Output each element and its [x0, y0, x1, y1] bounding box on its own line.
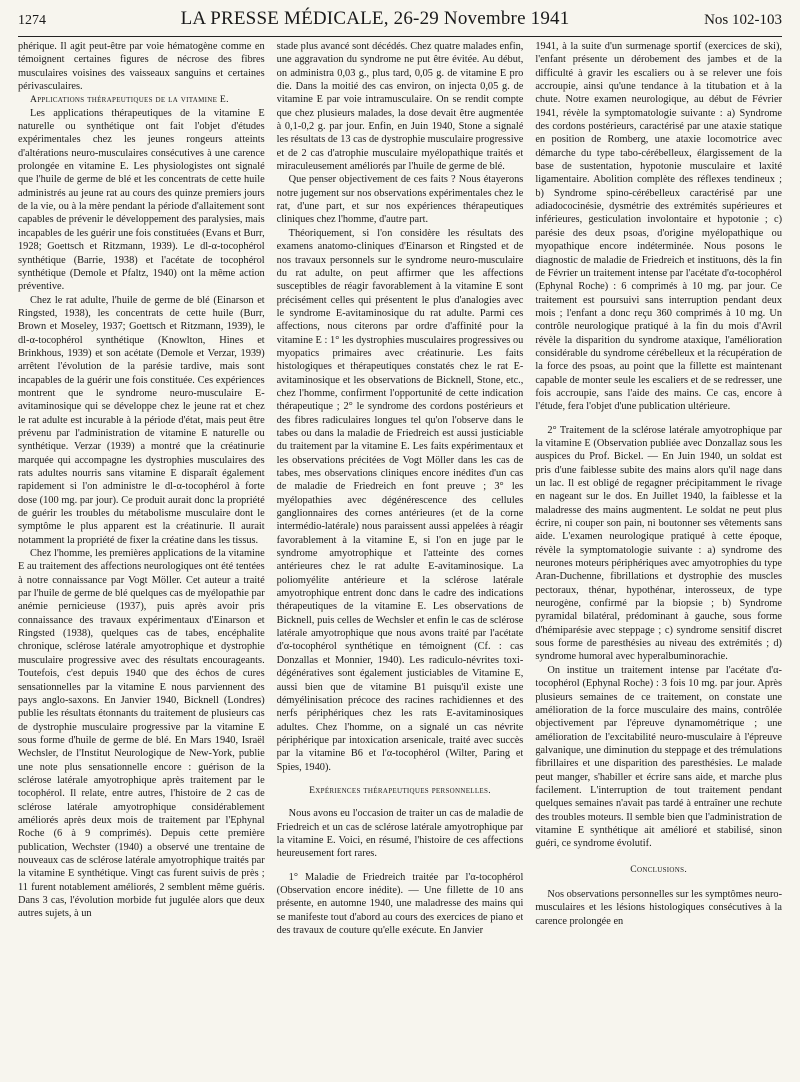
paragraph: Que penser objectivement de ces faits ? Nous étayerons notre jugement sur nos observations expérimentales chez le rat, d'une part, et sur nos expériences thérapeutiques cliniques chez l'homme, d'autre part.	[276, 174, 524, 226]
paragraph: phérique. Il agit peut-être par voie hématogène comme en témoignent certaines figures de nécrose des fibres musculaires voisines des vaisseaux sanguins et certaines périvasculaires.	[18, 41, 265, 93]
journal-name: LA PRESSE MÉDICALE,	[180, 8, 389, 29]
section-heading: Conclusions.	[630, 863, 688, 875]
paragraph: stade plus avancé sont décédés. Chez quatre malades enfin, une aggravation du syndrome ne put être évitée. Au début, on administra 0,03 g., plus tard, 0,05 g. de vitamine E pro die. Dans la moitié des cas environ, on injecta 0,05 g. de vitamine E par voie intramusculaire. On se rendit compte que chez plusieurs malades, la dose devait être augmentée à 0,1-0,2 g. par jour. Enfin, en Juin 1940, Stone a signalé les résultats de 13 cas de dystrophie musculaire progressive et de 2 cas d'atrophie musculaire myélopathique traités et miraculeusement améliorés par l'huile de germe de blé.	[276, 41, 524, 173]
paragraph: Chez l'homme, les premières applications de la vitamine E au traitement des affections neurologiques ont été tentées à notre connaissance par Vogt Möller. Cet auteur a traité par l'huile de germe de blé quelques cas de myélopathie par anémie pernicieuse (1937), puis après avoir pris connaissance des travaux expérimentaux d'Einarson et Ringsted (1938), quelques cas de tabes, encéphalite chronique, sclérose latérale amyotrophique et dystrophie musculaire progressive avec des résultats encourageants. Toutefois, c'est depuis 1940 que des échos de cures sensationnelles par la vitamine E nous parviennent des pays anglo-saxons. En Janvier 1940, Bicknell (Londres) publie les résultats étonnants du traitement de plusieurs cas de dystrophie musculaire progressive par la vitamine E sous forme d'huile de germe de blé. En Mars 1940, Israël Wechsler, de l'Institut Neurologique de New-York, publie une note plus sensationnelle encore : guérison de la sclérose latérale amyotrophique après traitement par le tocophérol. Il relate, entre autres, l'histoire de 2 cas de sclérose latérale amyotrophique considérablement améliorés après deux mois de traitement par l'Ephynal Roche (6 à 9 comprimés). Depuis cette première publication, Wechster (1940) a observé une trentaine de nouveaux cas de sclérose latérale amyotrophique traités par la vitamine E synthétique. Vingt cas furent suivis de près ; 11 furent notablement améliorés, 2 semblent même guéris. Dans 3 cas, l'évolution morbide fut jugulée alors que deux autres sujets, à un	[18, 548, 265, 920]
paragraph: 1° Maladie de Friedreich traitée par l'α-tocophérol (Observation encore inédite). — Une fillette de 10 ans présente, en automne 1940, une maladresse des mains qui se manifeste tout d'abord au cours des exercices de piano et des travaux de couture qu'elle exécute. En Janvier	[276, 871, 524, 936]
paragraph: Nos observations personnelles sur les symptômes neuro-musculaires et les lésions histologiques consécutives à la carence prolongée en	[535, 888, 783, 927]
paragraph: Théoriquement, si l'on considère les résultats des examens anatomo-cliniques d'Einarson et Ringsted et de nos travaux personnels sur le syndrome neuro-musculaire du rat adulte, on peut affirmer que les affections susceptibles de réagir favorablement à la vitamine E sont précisément celles qui présentent le plus d'analogies avec le syndrome E-avitaminosique du rat adulte. Parmi ces affections, nous citerons par ordre d'affinité pour la vitamine E : 1° les dystrophies musculaires progressives ou myopatics primaires avec créatinurie. Les faits histologiques et thérapeutiques constatés chez le rat E-avitaminosique et les observations de Bicknell, Stone, etc., chez l'homme, confirment l'opportunité de cette indication thérapeutique ; 2° le syndrome des cordons postérieurs et des fibres radiculaires longues tel qu'on l'observe dans le tabes ou dans la maladie de Friedreich est aussi justiciable du traitement par la vitamine E. Les faits expérimentaux et les observations précitées de Vogt Möller dans les cas de tabes, mes observations cliniques encore inédites d'un cas de maladie de Friedreich en font preuve ; 3° les myélopathies avec dégénérescence des cellules ganglionnaires des cornes antérieures (et de la corne intermédio-latérale) nous paraissent aussi appelées à réagir favorablement à la vitamine E, si l'on en juge par le syndrome amyotrophique et l'atteinte des cornes antérieures chez le rat adulte E-avitaminosique. La poliomyélite antérieure et la sclérose latérale amyotrophique entrent donc dans le cadre des indications thérapeutiques de la vitamine E. Les observations de Bicknell, puis celles de Wechsler et enfin le cas de sclérose latérale amyotrophique que nous avons traité par l'acétate d'α-tocophérol synthétique en témoignent (Cf. : cas Donzallas et Monnier, 1940). Les radiculo-névrites toxi-dégénératives sont également justiciables de Vitamine E, aussi bien que de vitamine B1 puisqu'il existe une démyélinisation précoce des racines rachidiennes et des nerfs périphériques chez les rats E-avitaminosiques adultes. Chez l'homme, on a signalé un cas névrite périphérique par intoxication arsenicale, traité avec succès par la vitamine B6 et l'α-tocophérol (Wilter, Paring et Spies, 1940).	[276, 227, 524, 773]
paragraph: Les applications thérapeutiques de la vitamine E naturelle ou synthétique ont fait l'objet d'études expérimentales chez les jeunes rongeurs atteints d'altérations neuro-musculaires consécutives à une carence prolongée en vitamine E. Les physiologistes ont signalé que l'huile de germe de blé et les concentrats de cette huile administrés au jeune rat au cours des quinze premiers jours de la vie, ou à la mère pendant la période d'allaitement sont capables de prévenir le développement des paralysies, mais incapables de les guérir une fois constituées (Evans et Burr, 1928; Goettsch et Ritzmann, 1939). Le dl-α-tocophérol synthétique (Barrie, 1938) et l'acétate de tocophérol synthétique (Demole et Pfaltz, 1940) ont la même action préventive.	[18, 107, 265, 293]
page-header	[18, 8, 782, 37]
paragraph: Chez le rat adulte, l'huile de germe de blé (Einarson et Ringsted, 1938), les concentrats de cette huile (Burr, Brown et Moseley, 1937; Goettsch et Ritzmann, 1939), le dl-α-tocophérol synthétique (Knowlton, Hines et Brinkhous, 1939) et son acétate (Demole et Verzar, 1939) arrêtent l'évolution de la parésie tardive, mais sont incapables de la guérir une fois constituée. Ces expériences montrent que le syndrome neuro-musculaire E-avitaminosique qui se développe chez le jeune rat et chez le rat adulte est incurable à la période d'état, mais peut être prévenu par l'administration de vitamine E naturelle ou synthétique. Verzar (1939) a montré que la créatinurie marquée qui accompagne les dystrophies musculaires des rats adultes nourris sans vitamine E disparaît également rapidement si l'on administre le dl-α-tocophérol à forte dose (100 mg. par jour). Ce produit aurait donc la propriété de guérir les troubles du métabolisme musculaire dont le symptôme le plus apparent est la créatinurie. Il aurait notamment la propriété de fixer la créatine dans les tissus.	[18, 294, 265, 546]
column-2	[277, 40, 524, 1076]
issue-number: Nos 102-103	[704, 12, 782, 28]
paragraph: On institue un traitement intense par l'acétate d'α-tocophérol (Ephynal Roche) : 3 fois 10 mg. par jour. Après plusieurs semaines de ce traitement, on constate une amélioration de la force musculaire des mains, contrôlée objectivement par l'épreuve dynamométrique ; une amélioration de l'excitabilité neuro-musculaire à l'épreuve galvanique, une diminution du steppage et des trémulations fibrillaires et une disparition des paresthésies. Le malade peut manger, s'habiller et écrire sans aide, et marche plus facilement. L'interruption de tout traitement pendant quelques semaines n'avait pas tardé à entraîner une rechute des troubles moteurs. Il semble bien que l'administration de vitamine E synthétique ait amélioré et stabilisé, sinon guéri, ce syndrome évolutif.	[535, 664, 783, 850]
section-heading: Applications thérapeutiques de la vitamine E.	[30, 94, 229, 106]
paragraph: 1941, à la suite d'un surmenage sportif (exercices de ski), l'enfant présente un dérobement des jambes et de la difficulté à gravir les escaliers ou à se relever une fois accroupie, ainsi qu'une tendance à la titubation et à la chute. Notre examen neurologique, au début de Février 1941, révèle la symptomatologie suivante : a) Syndrome des cordons postérieurs, caractérisé par une ataxie statique en position de Romberg, une ataxie locomotrice avec démarche du type tabo-cérébelleux, élargissement de la base de sustentation, hypotonie musculaire et laxité ligamentaire. Abolition complète des réflexes tendineux ; b) Syndrome spino-cérébelleux caractérisé par une adiadococinésie, dysmétrie des extrémités supérieures et inférieures, gesticulation involontaire et hypotonie ; c) parésie des deux psoas, d'origine myélopathique ou myopathique encore indéterminée. Nous posons le diagnostic de maladie de Friedreich et instituons, dès la fin de Février un traitement intense par l'acétate d'α-tocophérol (Ephynal Roche) : 6 comprimés à 10 mg. par jour. Ce traitement est poursuivi sans interruption pendant deux mois ; l'enfant a donc reçu 360 comprimés à 10 mg. Un contrôle neurologique pratiqué à la fin du mois d'Avril révèle la disparition du syndrome ataxique, l'amélioration considérable du syndrome cérébelleux et la récupération de la force des psoas, au point que la fillette est maintenant capable de monter seule les escaliers et de se redresser, une fois accroupie, sans l'aide des mains. Ce cas, encore à l'étude, fera l'objet d'une publication ultérieure.	[535, 41, 783, 413]
column-1	[18, 40, 265, 1076]
paragraph: 2° Traitement de la sclérose latérale amyotrophique par la vitamine E (Observation publiée avec Donzallaz sous les auspices du Prof. Bickel. — En Juin 1940, un soldat est pris d'une faiblesse subite des mains alors qu'il nage dans un lac. Il est obligé de regagner précipitamment le rivage en nageant sur le dos. En Juillet 1940, la faiblesse et la maladresse des mains augmentent. Le soldat ne peut plus écrire, ni couper son pain, ni boutonner ses vêtements sans aide. L'examen neurologique pratiqué à cette époque, révèle la symptomatologie suivante : a) syndrome des neurones moteurs périphériques avec amyotrophies du type Aran-Duchenne, fibrillations et dystrophie des muscles pectoraux, thénar, hypothénar, interosseux, de type neurogène, confirmé par la biopsie ; b) Syndrome pyramidal bilatéral, prédominant à gauche, sous forme d'hémiparésie avec steppage ; c) syndrome sensitif discret sous forme de paresthésies au niveau des extrémités ; d) syndrome humoral avec hyperalbuminorachie.	[535, 424, 783, 663]
page-number: 1274	[18, 13, 46, 28]
paragraph: Nous avons eu l'occasion de traiter un cas de maladie de Friedreich et un cas de sclérose latérale amyotrophique par la vitamine E. Voici, en résumé, l'histoire de ces affections heureusement fort rares.	[276, 808, 524, 860]
article-columns	[18, 40, 782, 1076]
running-title	[181, 8, 570, 30]
section-heading: Expériences thérapeutiques personnelles.	[309, 784, 491, 796]
column-3	[535, 40, 782, 1076]
issue-date: 26-29 Novembre 1941	[393, 8, 570, 29]
